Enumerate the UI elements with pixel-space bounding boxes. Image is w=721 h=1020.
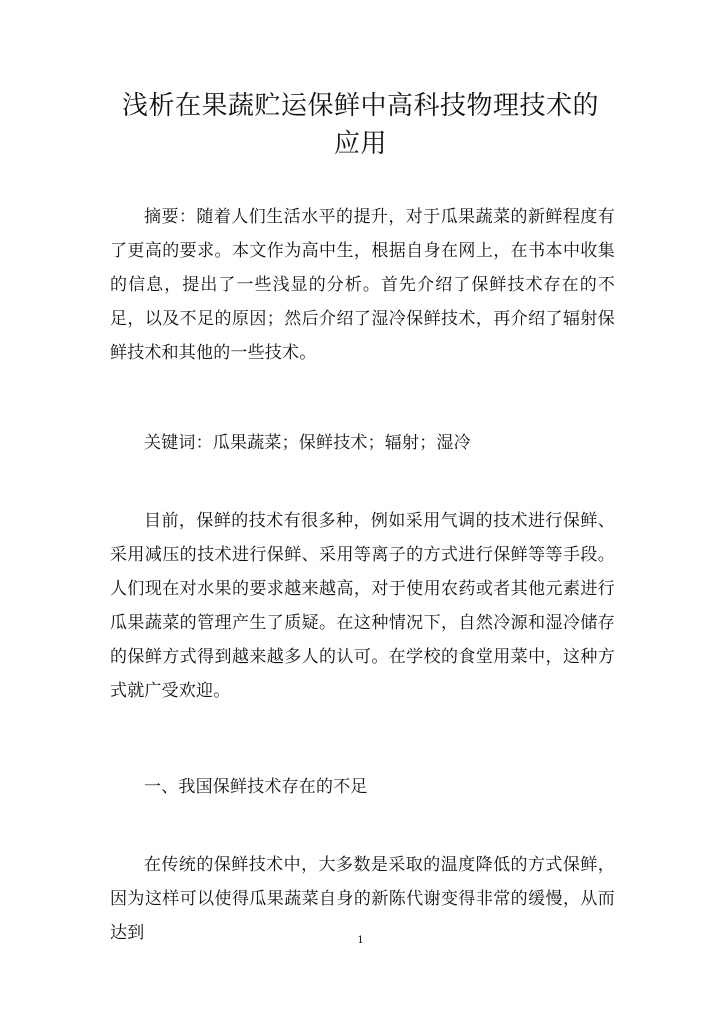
page-number: 1 — [357, 935, 364, 946]
intro-paragraph: 目前，保鲜的技术有很多种，例如采用气调的技术进行保鲜、采用减压的技术进行保鲜、采用等离子的方式进行保鲜等等手段。人们现在对水果的要求越来越高，对于使用农药或者其他元素进行瓜果蔬菜的管理产生了质疑。在这种情况下，自然冷源和湿冷储存的保鲜方式得到越来越多人的认可。在学校的食堂用菜中，这种方式就广受欢迎。 — [110, 511, 615, 701]
abstract-paragraph: 摘要：随着人们生活水平的提升，对于瓜果蔬菜的新鲜程度有了更高的要求。本文作为高中生，根据自身在网上，在书本中收集的信息，提出了一些浅显的分析。首先介绍了保鲜技术存在的不足，以及不足的原因；然后介绍了湿冷保鲜技术，再介绍了辐射保鲜技术和其他的一些技术。 — [110, 207, 615, 363]
document-title-line-2: 应用 — [333, 129, 387, 159]
body-paragraph: 在传统的保鲜技术中，大多数是采取的温度降低的方式保鲜，因为这样可以使得瓜果蔬菜自身的新陈代谢变得非常的缓慢，从而达到 — [110, 855, 615, 943]
document-title-line-1: 浅析在果蔬贮运保鲜中高科技物理技术的 — [121, 91, 599, 121]
section-heading: 一、我国保鲜技术存在的不足 — [144, 777, 368, 797]
keywords-paragraph: 关键词：瓜果蔬菜；保鲜技术；辐射；湿冷 — [144, 433, 471, 453]
